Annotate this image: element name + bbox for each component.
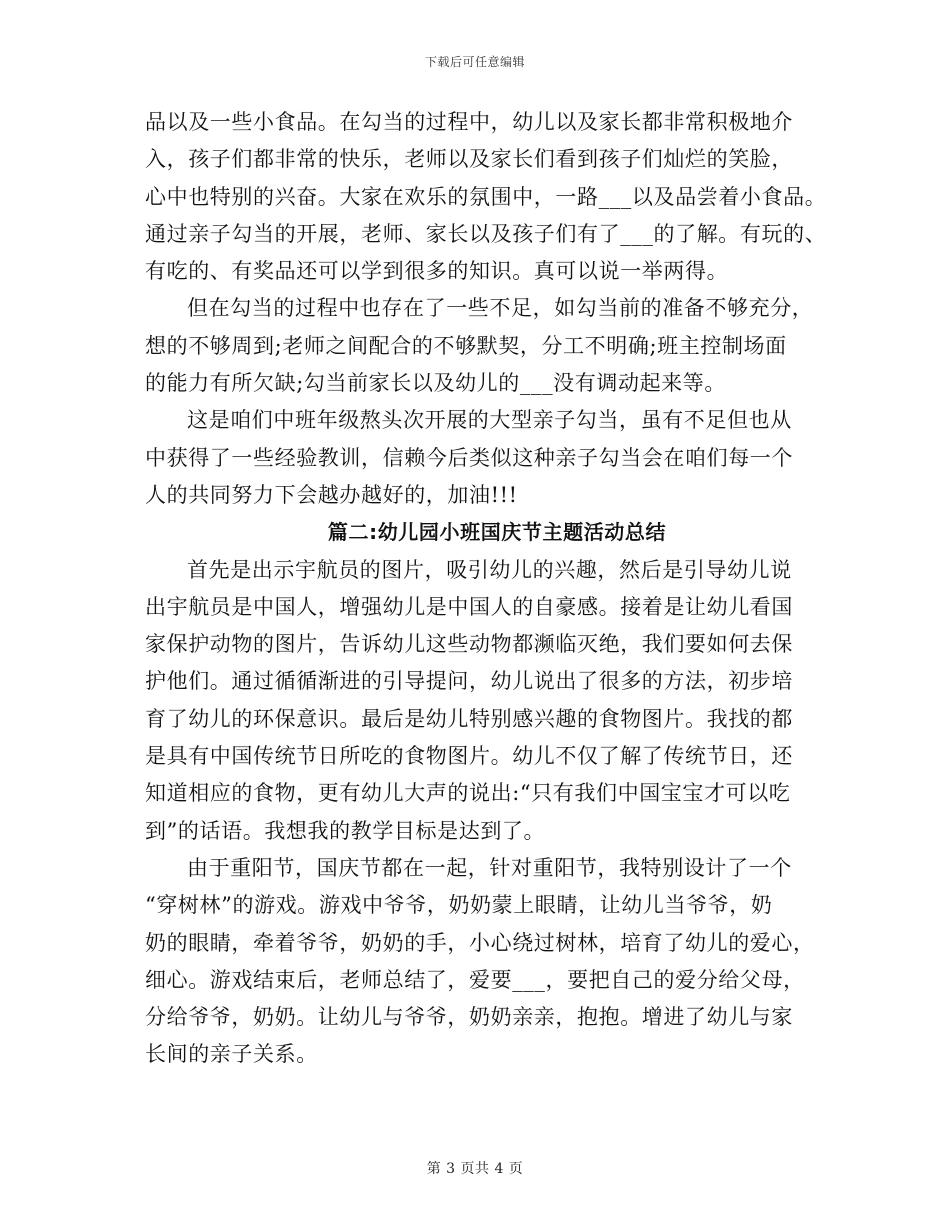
text-line: 出宇航员是中国人，增强幼儿是中国人的自豪感。接着是让幼儿看国	[145, 594, 793, 619]
page-number: 第 3 页共 4 页	[426, 1161, 524, 1177]
document-body	[145, 104, 825, 1074]
paragraph-start-line: 这是咱们中班年级熬头次开展的大型亲子勾当，虽有不足但也从	[187, 408, 792, 433]
text-line: 长间的亲子关系。	[145, 1042, 318, 1067]
section-title: 篇二:幼儿园小班国庆节主题活动总结	[327, 520, 667, 545]
text-line: 护他们。通过循循渐进的引导提问，幼儿说出了很多的方法，初步培	[145, 669, 793, 694]
text-line: 知道相应的食物，更有幼儿大声的说出:“只有我们中国宝宝才可以吃	[145, 781, 791, 806]
text-line: 到”的话语。我想我的教学目标是达到了。	[145, 818, 546, 843]
text-line: 育了幼儿的环保意识。最后是幼儿特别感兴趣的食物图片。我找的都	[145, 706, 793, 731]
text-line: 中获得了一些经验教训，信赖今后类似这种亲子勾当会在咱们每一个	[145, 445, 793, 470]
text-line: 通过亲子勾当的开展，老师、家长以及孩子们有了___的了解。有玩的、	[145, 221, 827, 246]
text-line: 分给爷爷，奶奶。让幼儿与爷爷，奶奶亲亲，抱抱。增进了幼儿与家	[145, 1005, 793, 1030]
text-line: 品以及一些小食品。在勾当的过程中，幼儿以及家长都非常积极地介	[145, 110, 793, 134]
paragraph-start-line: 首先是出示宇航员的图片，吸引幼儿的兴趣，然后是引导幼儿说	[187, 557, 792, 582]
text-line: 奶的眼睛，牵着爷爷，奶奶的手，小心绕过树林，培育了幼儿的爱心，	[145, 930, 815, 955]
page-header: 下载后可任意编辑	[424, 55, 525, 69]
text-line: 有吃的、有奖品还可以学到很多的知识。真可以说一举两得。	[145, 259, 729, 284]
text-line: 想的不够周到;老师之间配合的不够默契，分工不明确;班主控制场面	[145, 333, 787, 358]
text-line: 入，孩子们都非常的快乐，老师以及家长们看到孩子们灿烂的笑脸，	[145, 147, 793, 172]
text-line: 细心。游戏结束后，老师总结了，爱要___，要把自己的爱分给父母，	[145, 967, 805, 992]
text-line: “穿树林”的游戏。游戏中爷爷，奶奶蒙上眼睛，让幼儿当爷爷，奶	[145, 893, 773, 918]
text-line: 家保护动物的图片，告诉幼儿这些动物都濒临灭绝，我们要如何去保	[145, 632, 793, 657]
paragraph-start-line: 但在勾当的过程中也存在了一些不足，如勾当前的准备不够充分，	[187, 296, 814, 321]
text-line: 心中也特别的兴奋。大家在欢乐的氛围中，一路___以及品尝着小食品。	[145, 184, 827, 209]
text-line: 的能力有所欠缺;勾当前家长以及幼儿的___没有调动起来等。	[145, 371, 726, 396]
paragraph-start-line: 由于重阳节，国庆节都在一起，针对重阳节，我特别设计了一个	[187, 855, 792, 880]
text-line: 是具有中国传统节日所吃的食物图片。幼儿不仅了解了传统节日，还	[145, 744, 793, 769]
text-line: 人的共同努力下会越办越好的，加油!!!	[145, 482, 518, 507]
